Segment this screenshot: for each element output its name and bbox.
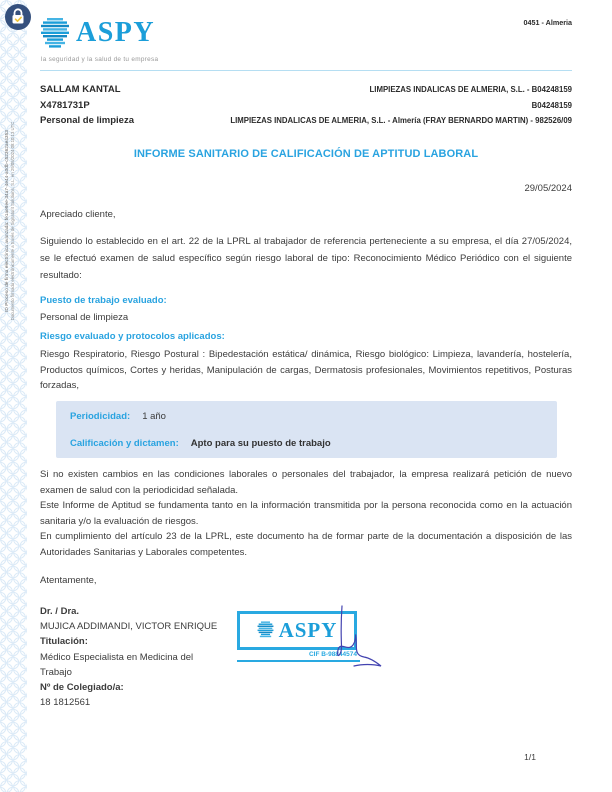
- company-line-2: B04248159: [531, 100, 572, 110]
- logo-tagline: la seguridad y la salud de tu empresa: [41, 56, 159, 63]
- verdict-row: [70, 438, 331, 449]
- stamp-bars-icon: [257, 620, 274, 641]
- result-box: [56, 401, 557, 458]
- verdict-value: Apto para su puesto de trabajo: [190, 438, 331, 449]
- risk-heading: Riesgo evaluado y protocolos aplicados:: [40, 331, 225, 342]
- stamp-wordmark: ASPY: [278, 618, 338, 642]
- header-info: [40, 84, 572, 131]
- license-value: 18 1812561: [40, 697, 91, 709]
- aspy-wordmark: ASPY: [76, 17, 156, 48]
- doctor-name: MUJICA ADDIMANDI, VICTOR ENRIQUE: [40, 621, 218, 633]
- degree-value: Médico Especialista en Medicina del Trabajo: [40, 651, 194, 678]
- signature-block: [40, 604, 218, 710]
- aspy-logo: [40, 16, 155, 52]
- farewell: Atentamente,: [40, 575, 97, 586]
- intro-paragraph: Siguiendo lo establecido en el art. 22 de la LPRL al trabajador de referencia perteneciente a su empresa, el día 27/05/2024, se le efectuó examen de salud específico según riesgo laboral de tipo: Reconocimiento Médico Periódico con el siguiente resultado:: [40, 236, 572, 281]
- header-separator: [40, 70, 572, 71]
- document-title: INFORME SANITARIO DE CALIFICACIÓN DE APTITUD LABORAL: [133, 148, 479, 160]
- employee-job: Personal de limpieza: [40, 115, 134, 126]
- header-row: [40, 84, 572, 100]
- esignature-vertical-text: [5, 96, 15, 346]
- license-label: Nº de Colegiado/a:: [40, 682, 124, 694]
- periodicity-row: [70, 411, 166, 422]
- header-row: [40, 100, 572, 116]
- employee-name: SALLAM KANTAL: [40, 84, 121, 95]
- document-date: 29/05/2024: [524, 183, 572, 194]
- greeting: Apreciado cliente,: [40, 209, 116, 220]
- page-number: 1/1: [524, 752, 536, 762]
- company-line-1: LIMPIEZAS INDALICAS DE ALMERIA, S.L. - B04248159: [369, 85, 572, 94]
- periodicity-label: Periodicidad:: [70, 411, 131, 422]
- company-line-3: LIMPIEZAS INDALICAS DE ALMERIA, S.L. - Almería (FRAY BERNARDO MARTIN) - 982526/09: [230, 116, 572, 125]
- aspy-logo-bars-icon: [40, 16, 70, 52]
- job-heading: Puesto de trabajo evaluado:: [40, 295, 167, 306]
- handwritten-signature: [318, 600, 388, 675]
- closing-paragraph-2: Este Informe de Aptitud se fundamenta tanto en la información transmitida por la persona reconocida como en la actuación sanitaria y/o la evaluación de riesgos.: [40, 500, 572, 527]
- closing-paragraph-3: En cumplimiento del artículo 23 de la LPRL, este documento ha de formar parte de la documentación a disposición de las Autoridades Sanitarias y Laborales competentes.: [40, 531, 572, 558]
- esignature-stamp-line: Documento firmado electrónicamente a través de Signaturit Solutions, S.L. en 29/05/2024 08:10:13 UTC: [10, 121, 15, 321]
- stamp-cif: CIF B-98844574: [308, 651, 357, 658]
- closing-paragraph-1: Si no existen cambios en las condiciones laborales o personales del trabajador, la empresa realizará petición de nuevo examen de salud con la periodicidad señalada.: [40, 469, 572, 496]
- padlock-check-icon: [4, 3, 32, 31]
- employee-id: X4781731P: [40, 99, 90, 111]
- job-value: Personal de limpieza: [40, 312, 129, 323]
- verdict-label: Calificación y dictamen:: [70, 438, 179, 449]
- office-code: 0451 - Almeria: [523, 18, 572, 27]
- closing-block: [40, 467, 572, 560]
- risk-value: Riesgo Respiratorio, Riesgo Postural : Bipedestación estática/ dinámica, Riesgo biológico: Limpieza, lavandería, hostelería, Productos químicos, Cortes y heridas, Manipulación de cargas, Dermatosis profesionales, Movimientos repetitivos, Posturas forzadas,: [40, 349, 572, 391]
- periodicity-value: 1 año: [142, 411, 166, 422]
- doctor-label: Dr. / Dra.: [40, 606, 80, 617]
- header-row: [40, 115, 572, 131]
- esignature-process-id: ID Proceso de firma electrónica avanzada: fe1ae9ee-34a7-4e44-a0db-c52362ae4353: [5, 130, 10, 312]
- degree-label: Titulación:: [40, 636, 88, 648]
